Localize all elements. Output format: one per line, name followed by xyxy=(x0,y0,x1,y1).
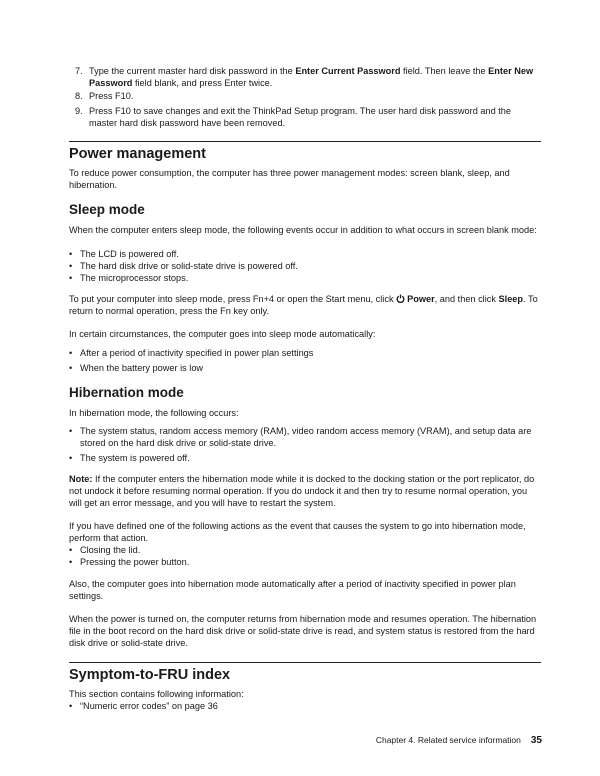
hibernation-note: Note: If the computer enters the hibernation mode while it is docked to the docking station or the port replicator, do not undock it before resuming normal operation. If you do undock it and then try to resume normal operation, you will get an error message, and you will have to restart the system. xyxy=(69,474,535,508)
heading-sleep-mode: Sleep mode xyxy=(69,202,145,217)
step-7 xyxy=(69,65,541,89)
power-management-intro: To reduce power consumption, the computer has three power management modes: screen blank, sleep, and hibernation. xyxy=(69,168,510,190)
cross-reference-link[interactable]: “Numeric error codes” on page 36 xyxy=(80,701,218,711)
sleep-menu-label: Sleep xyxy=(498,294,524,304)
chapter-label: Chapter 4. Related service information xyxy=(375,735,521,745)
step-text: Type the current master hard disk password in the Enter Current Password field. Then leave the Enter New Password field blank, and press Enter twice. xyxy=(89,66,534,88)
step-8 xyxy=(69,90,541,102)
page-number: 35 xyxy=(530,735,542,746)
sleep-mode-howto: To put your computer into sleep mode, press Fn+4 or open the Start menu, click Power, and then click Sleep. To return to normal operation, press the Fn key only. xyxy=(69,294,538,316)
heading-hibernation-mode: Hibernation mode xyxy=(69,385,184,400)
step-9 xyxy=(69,105,541,129)
sleep-auto-intro: In certain circumstances, the computer goes into sleep mode automatically: xyxy=(69,329,376,339)
hibernation-intro: In hibernation mode, the following occurs: xyxy=(69,408,239,418)
step-text: Press F10. xyxy=(89,91,134,101)
step-number: 9. xyxy=(75,106,83,116)
symptom-fru-intro: This section contains following information: xyxy=(69,689,244,699)
field-name-current-password: Enter Current Password xyxy=(295,66,401,76)
section-divider xyxy=(69,141,541,142)
hibernation-resume: When the power is turned on, the computer returns from hibernation mode and resumes operation. The hibernation file in the boot record on the hard disk drive or solid-state drive is read, and system status is restored from the hard disk drive or solid-state drive. xyxy=(69,614,537,648)
step-number: 7. xyxy=(75,66,83,76)
heading-power-management: Power management xyxy=(69,146,206,162)
note-label: Note: xyxy=(69,474,93,484)
hibernation-actions-intro: If you have defined one of the following actions as the event that causes the system to go into hibernation mode, perform that action. xyxy=(69,521,526,543)
step-text: Press F10 to save changes and exit the ThinkPad Setup program. The user hard disk password and the master hard disk password have been removed. xyxy=(89,106,512,128)
power-icon xyxy=(396,294,405,303)
power-menu-label: Power xyxy=(407,294,435,304)
step-number: 8. xyxy=(75,91,83,101)
section-divider xyxy=(69,662,541,663)
heading-symptom-to-fru: Symptom-to-FRU index xyxy=(69,667,231,683)
page-footer xyxy=(0,734,542,747)
sleep-mode-intro: When the computer enters sleep mode, the following events occur in addition to what occurs in screen blank mode: xyxy=(69,225,537,235)
field-name-new-password: Enter New Password xyxy=(89,66,534,88)
hibernation-auto: Also, the computer goes into hibernation mode automatically after a period of inactivity specified in power plan settings. xyxy=(69,579,516,601)
